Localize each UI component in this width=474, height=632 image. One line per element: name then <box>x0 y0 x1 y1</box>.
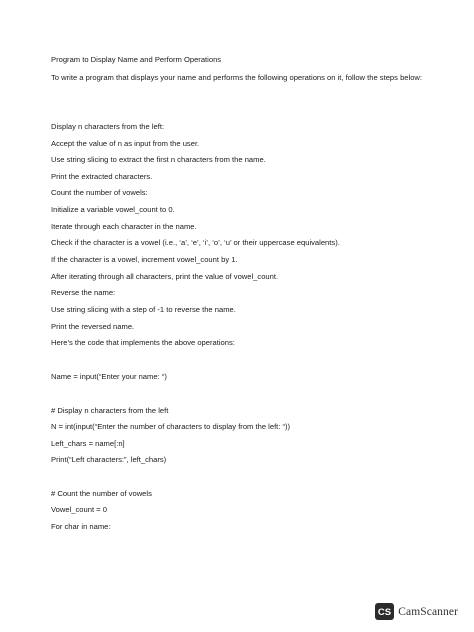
code-line: Print(“Left characters:”, left_chars) <box>51 455 167 464</box>
camscanner-logo-icon <box>375 603 394 620</box>
code-line: Vowel_count = 0 <box>51 505 107 514</box>
text-line: Accept the value of n as input from the user. <box>51 139 200 148</box>
text-line: Use string slicing to extract the first n characters from the name. <box>51 155 266 164</box>
code-comment: # Display n characters from the left <box>51 406 169 415</box>
svg-text:CS: CS <box>378 607 392 617</box>
code-line: Left_chars = name[:n] <box>51 439 125 448</box>
section-heading-vowels: Count the number of vowels: <box>51 188 148 197</box>
text-line: Print the reversed name. <box>51 322 135 331</box>
camscanner-watermark <box>375 603 458 620</box>
code-comment: # Count the number of vowels <box>51 489 152 498</box>
text-line: Use string slicing with a step of -1 to reverse the name. <box>51 305 236 314</box>
section-heading-display: Display n characters from the left: <box>51 122 165 131</box>
intro-paragraph: To write a program that displays your name and performs the following operations on it, follow the steps below: <box>51 73 423 82</box>
code-line: For char in name: <box>51 522 111 531</box>
text-line: After iterating through all characters, print the value of vowel_count. <box>51 272 279 281</box>
section-heading-reverse: Reverse the name: <box>51 288 116 297</box>
code-line: Name = input(“Enter your name: “) <box>51 372 167 381</box>
code-line: N = int(input(“Enter the number of characters to display from the left: “)) <box>51 422 291 431</box>
text-line: Check if the character is a vowel (i.e., ‘a’, ‘e’, ‘i’, ‘o’, ‘u’ or their uppercase equivalents). <box>51 238 340 247</box>
camscanner-brand-text: CamScanner <box>398 605 458 618</box>
text-line: Here’s the code that implements the above operations: <box>51 338 235 347</box>
text-line: Iterate through each character in the name. <box>51 222 197 231</box>
document-title: Program to Display Name and Perform Operations <box>51 55 222 64</box>
text-line: Print the extracted characters. <box>51 172 153 181</box>
text-line: Initialize a variable vowel_count to 0. <box>51 205 175 214</box>
text-line: If the character is a vowel, increment vowel_count by 1. <box>51 255 238 264</box>
